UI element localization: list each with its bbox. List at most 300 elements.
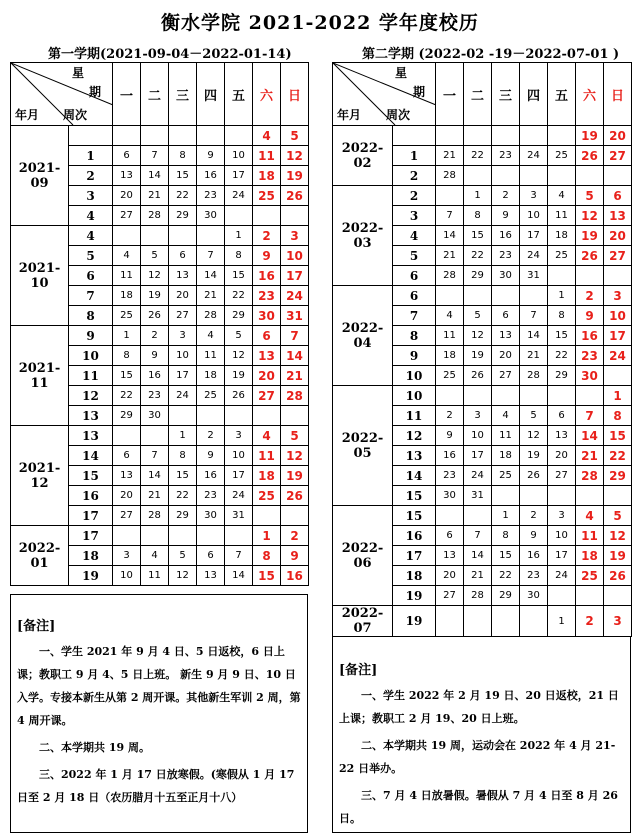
day-cell: 11 <box>113 266 141 286</box>
table-row <box>333 506 632 526</box>
day-cell: 6 <box>169 246 197 266</box>
day-cell: 21 <box>141 186 169 206</box>
weekend-day: 22 <box>604 446 632 466</box>
day-cell: 18 <box>492 446 520 466</box>
day-cell: 16 <box>197 466 225 486</box>
day-cell: 25 <box>197 386 225 406</box>
week-number: 11 <box>393 406 436 426</box>
day-cell: 30 <box>197 506 225 526</box>
day-cell: 20 <box>548 446 576 466</box>
weekend-day: 7 <box>281 326 309 346</box>
day-cell: 5 <box>141 246 169 266</box>
day-cell: 24 <box>464 466 492 486</box>
day-cell <box>548 386 576 406</box>
weekday-header: 日 <box>604 63 632 126</box>
weekend-day <box>604 486 632 506</box>
day-cell <box>169 406 197 426</box>
week-number: 13 <box>393 446 436 466</box>
day-cell: 12 <box>520 426 548 446</box>
weekend-day: 11 <box>576 526 604 546</box>
day-cell <box>225 206 253 226</box>
day-cell: 15 <box>225 266 253 286</box>
weekend-day: 3 <box>281 226 309 246</box>
semester-1-notes <box>10 594 308 833</box>
weekend-day: 4 <box>253 126 281 146</box>
day-cell: 22 <box>225 286 253 306</box>
day-cell: 22 <box>169 186 197 206</box>
weekend-day: 23 <box>576 346 604 366</box>
day-cell: 27 <box>436 586 464 606</box>
weekend-day <box>604 366 632 386</box>
day-cell <box>141 526 169 546</box>
day-cell: 7 <box>436 206 464 226</box>
day-cell: 11 <box>141 566 169 586</box>
weekend-day: 6 <box>253 326 281 346</box>
weekend-day: 16 <box>253 266 281 286</box>
day-cell <box>225 406 253 426</box>
week-number: 8 <box>69 306 113 326</box>
weekend-day: 19 <box>576 226 604 246</box>
day-cell: 6 <box>548 406 576 426</box>
week-number: 15 <box>393 486 436 506</box>
weekend-day: 12 <box>604 526 632 546</box>
weekend-day <box>253 206 281 226</box>
day-cell <box>520 486 548 506</box>
weekend-day: 20 <box>604 126 632 146</box>
day-cell: 1 <box>113 326 141 346</box>
day-cell: 23 <box>197 486 225 506</box>
day-cell <box>520 606 548 637</box>
day-cell <box>169 226 197 246</box>
week-number: 12 <box>393 426 436 446</box>
weekend-day: 12 <box>281 446 309 466</box>
day-cell: 29 <box>225 306 253 326</box>
weekend-day: 5 <box>281 126 309 146</box>
table-row <box>333 606 632 637</box>
weekend-day: 9 <box>281 546 309 566</box>
weekend-day <box>576 166 604 186</box>
weekend-day: 27 <box>604 146 632 166</box>
day-cell: 9 <box>141 346 169 366</box>
day-cell: 7 <box>141 146 169 166</box>
week-number: 19 <box>393 586 436 606</box>
weekend-day: 17 <box>281 266 309 286</box>
weekend-day: 14 <box>576 426 604 446</box>
weekend-day: 16 <box>576 326 604 346</box>
day-cell: 1 <box>548 286 576 306</box>
day-cell: 7 <box>464 526 492 546</box>
weekend-day: 27 <box>604 246 632 266</box>
month-label: 2022-06 <box>333 506 393 606</box>
day-cell: 16 <box>520 546 548 566</box>
weekend-day: 27 <box>253 386 281 406</box>
day-cell <box>113 526 141 546</box>
day-cell: 9 <box>520 526 548 546</box>
month-label: 2021-09 <box>11 126 69 226</box>
table-row <box>11 226 309 246</box>
weekend-day: 21 <box>576 446 604 466</box>
day-cell: 29 <box>169 506 197 526</box>
day-cell: 29 <box>548 366 576 386</box>
day-cell: 10 <box>113 566 141 586</box>
day-cell <box>492 386 520 406</box>
week-number: 7 <box>69 286 113 306</box>
day-cell <box>141 126 169 146</box>
day-cell: 27 <box>113 506 141 526</box>
day-cell: 25 <box>436 366 464 386</box>
day-cell: 23 <box>492 246 520 266</box>
header-label-xing: 星 <box>395 66 408 80</box>
week-number: 15 <box>393 506 436 526</box>
week-number: 5 <box>69 246 113 266</box>
day-cell: 29 <box>464 266 492 286</box>
weekend-day <box>576 266 604 286</box>
day-cell <box>548 126 576 146</box>
weekend-day <box>604 266 632 286</box>
table-row <box>11 126 309 146</box>
day-cell: 15 <box>169 166 197 186</box>
weekend-day: 20 <box>604 226 632 246</box>
day-cell: 15 <box>169 466 197 486</box>
day-cell: 3 <box>113 546 141 566</box>
day-cell: 15 <box>464 226 492 246</box>
weekend-day: 8 <box>253 546 281 566</box>
weekend-day: 28 <box>281 386 309 406</box>
header-diagonal-cell <box>333 63 436 126</box>
weekend-day <box>576 386 604 406</box>
week-number: 6 <box>393 286 436 306</box>
weekend-day: 12 <box>281 146 309 166</box>
day-cell: 20 <box>492 346 520 366</box>
month-label: 2022-07 <box>333 606 393 637</box>
day-cell: 22 <box>113 386 141 406</box>
day-cell: 21 <box>520 346 548 366</box>
weekend-day <box>281 206 309 226</box>
week-number: 9 <box>393 346 436 366</box>
week-number: 4 <box>69 226 113 246</box>
week-number: 14 <box>69 446 113 466</box>
day-cell: 18 <box>436 346 464 366</box>
day-cell <box>548 166 576 186</box>
week-number: 18 <box>393 566 436 586</box>
day-cell <box>436 126 464 146</box>
day-cell: 9 <box>197 446 225 466</box>
day-cell: 27 <box>492 366 520 386</box>
weekend-day: 2 <box>253 226 281 246</box>
day-cell: 10 <box>225 446 253 466</box>
day-cell: 1 <box>548 606 576 637</box>
weekend-day: 11 <box>253 146 281 166</box>
day-cell <box>520 126 548 146</box>
day-cell: 16 <box>141 366 169 386</box>
day-cell: 19 <box>464 346 492 366</box>
day-cell: 7 <box>141 446 169 466</box>
week-number: 14 <box>393 466 436 486</box>
day-cell: 14 <box>197 266 225 286</box>
day-cell: 26 <box>464 366 492 386</box>
day-cell: 10 <box>464 426 492 446</box>
note-item: 二、本学期共 19 周。 <box>39 741 150 754</box>
day-cell: 19 <box>520 446 548 466</box>
week-number: 1 <box>69 146 113 166</box>
day-cell: 2 <box>492 186 520 206</box>
table-row <box>11 426 309 446</box>
day-cell: 24 <box>520 146 548 166</box>
weekend-day: 18 <box>253 466 281 486</box>
day-cell <box>169 526 197 546</box>
day-cell: 10 <box>169 346 197 366</box>
day-cell <box>169 126 197 146</box>
weekend-day: 1 <box>253 526 281 546</box>
day-cell: 17 <box>520 226 548 246</box>
day-cell: 21 <box>141 486 169 506</box>
day-cell: 26 <box>520 466 548 486</box>
table-row <box>333 286 632 306</box>
day-cell <box>464 126 492 146</box>
day-cell <box>141 226 169 246</box>
day-cell: 10 <box>225 146 253 166</box>
day-cell: 19 <box>141 286 169 306</box>
month-label: 2021-11 <box>11 326 69 426</box>
day-cell <box>492 606 520 637</box>
day-cell: 20 <box>436 566 464 586</box>
week-number: 10 <box>69 346 113 366</box>
week-number: 4 <box>393 226 436 246</box>
weekend-day: 30 <box>576 366 604 386</box>
day-cell: 23 <box>492 146 520 166</box>
day-cell <box>520 166 548 186</box>
weekend-day: 19 <box>576 126 604 146</box>
weekend-day: 23 <box>253 286 281 306</box>
day-cell: 13 <box>113 166 141 186</box>
day-cell: 3 <box>169 326 197 346</box>
weekend-day: 3 <box>604 286 632 306</box>
day-cell: 4 <box>492 406 520 426</box>
day-cell <box>436 506 464 526</box>
day-cell: 22 <box>464 246 492 266</box>
day-cell: 13 <box>492 326 520 346</box>
day-cell: 22 <box>548 346 576 366</box>
day-cell: 8 <box>169 146 197 166</box>
weekend-day <box>604 586 632 606</box>
weekend-day: 16 <box>281 566 309 586</box>
day-cell <box>141 426 169 446</box>
day-cell: 6 <box>113 446 141 466</box>
weekend-day: 5 <box>281 426 309 446</box>
month-label: 2022-01 <box>11 526 69 586</box>
day-cell: 3 <box>548 506 576 526</box>
semester-2-title: 第二学期 (2022-02 -19－2022-07-01 ) <box>362 47 620 62</box>
day-cell: 4 <box>141 546 169 566</box>
weekday-header: 五 <box>225 63 253 126</box>
day-cell: 22 <box>464 146 492 166</box>
day-cell <box>464 606 492 637</box>
day-cell: 2 <box>141 326 169 346</box>
day-cell: 29 <box>113 406 141 426</box>
week-number: 10 <box>393 366 436 386</box>
header-label-nianyue: 年月 <box>337 108 362 122</box>
day-cell: 22 <box>492 566 520 586</box>
day-cell: 19 <box>225 366 253 386</box>
day-cell: 1 <box>169 426 197 446</box>
day-cell <box>520 286 548 306</box>
week-number: 3 <box>69 186 113 206</box>
day-cell: 1 <box>492 506 520 526</box>
day-cell <box>520 386 548 406</box>
weekend-day: 4 <box>576 506 604 526</box>
day-cell: 25 <box>548 146 576 166</box>
day-cell: 27 <box>548 466 576 486</box>
diagonal-header <box>11 63 112 125</box>
day-cell: 18 <box>548 226 576 246</box>
week-number: 6 <box>69 266 113 286</box>
day-cell: 11 <box>492 426 520 446</box>
weekday-header: 五 <box>548 63 576 126</box>
header-label-xing: 星 <box>72 66 85 80</box>
weekend-day: 26 <box>576 246 604 266</box>
day-cell: 3 <box>225 426 253 446</box>
day-cell: 7 <box>225 546 253 566</box>
weekday-header: 六 <box>253 63 281 126</box>
weekend-day: 8 <box>604 406 632 426</box>
day-cell: 8 <box>492 526 520 546</box>
day-cell: 5 <box>169 546 197 566</box>
weekend-day: 19 <box>281 166 309 186</box>
day-cell: 6 <box>197 546 225 566</box>
day-cell <box>225 126 253 146</box>
weekend-day: 20 <box>253 366 281 386</box>
day-cell: 4 <box>113 246 141 266</box>
day-cell: 30 <box>197 206 225 226</box>
week-number: 8 <box>393 326 436 346</box>
weekend-day: 13 <box>604 206 632 226</box>
day-cell: 5 <box>520 406 548 426</box>
weekend-day: 30 <box>253 306 281 326</box>
day-cell <box>436 186 464 206</box>
day-cell: 26 <box>141 306 169 326</box>
day-cell: 28 <box>520 366 548 386</box>
weekend-day: 9 <box>576 306 604 326</box>
weekend-day: 18 <box>253 166 281 186</box>
day-cell <box>113 126 141 146</box>
weekend-day: 2 <box>281 526 309 546</box>
weekend-day <box>576 586 604 606</box>
day-cell: 21 <box>197 286 225 306</box>
day-cell: 13 <box>436 546 464 566</box>
week-number: 19 <box>69 566 113 586</box>
weekend-day: 9 <box>253 246 281 266</box>
day-cell: 13 <box>169 266 197 286</box>
day-cell: 8 <box>113 346 141 366</box>
day-cell: 12 <box>225 346 253 366</box>
day-cell: 8 <box>169 446 197 466</box>
day-cell: 11 <box>548 206 576 226</box>
day-cell: 23 <box>141 386 169 406</box>
weekend-day: 18 <box>576 546 604 566</box>
day-cell: 20 <box>113 486 141 506</box>
week-number: 17 <box>69 506 113 526</box>
semester-2-calendar <box>332 62 632 637</box>
day-cell: 16 <box>436 446 464 466</box>
day-cell: 13 <box>113 466 141 486</box>
weekend-day: 10 <box>281 246 309 266</box>
weekday-header: 三 <box>169 63 197 126</box>
weekend-day: 11 <box>253 446 281 466</box>
weekend-day: 26 <box>281 186 309 206</box>
day-cell: 31 <box>464 486 492 506</box>
day-cell: 12 <box>464 326 492 346</box>
day-cell: 2 <box>436 406 464 426</box>
weekday-header: 四 <box>197 63 225 126</box>
weekday-header: 一 <box>113 63 141 126</box>
weekend-day: 24 <box>604 346 632 366</box>
day-cell: 6 <box>436 526 464 546</box>
week-number: 13 <box>69 426 113 446</box>
day-cell: 3 <box>464 406 492 426</box>
day-cell: 17 <box>225 166 253 186</box>
day-cell: 2 <box>520 506 548 526</box>
weekend-day: 3 <box>604 606 632 637</box>
day-cell: 3 <box>520 186 548 206</box>
day-cell: 31 <box>225 506 253 526</box>
header-label-qi: 期 <box>89 85 102 99</box>
day-cell: 24 <box>169 386 197 406</box>
header-label-qi: 期 <box>413 85 426 99</box>
month-label: 2021-12 <box>11 426 69 526</box>
week-number: 11 <box>69 366 113 386</box>
day-cell: 20 <box>113 186 141 206</box>
day-cell <box>464 286 492 306</box>
weekend-day <box>281 506 309 526</box>
day-cell <box>197 226 225 246</box>
table-row <box>333 126 632 146</box>
header-label-zhouci: 周次 <box>63 108 88 122</box>
day-cell <box>436 606 464 637</box>
day-cell: 25 <box>548 246 576 266</box>
weekend-day: 15 <box>604 426 632 446</box>
day-cell: 14 <box>436 226 464 246</box>
day-cell: 15 <box>492 546 520 566</box>
table-row <box>333 186 632 206</box>
day-cell: 7 <box>520 306 548 326</box>
day-cell: 15 <box>113 366 141 386</box>
day-cell: 30 <box>436 486 464 506</box>
day-cell: 29 <box>169 206 197 226</box>
month-label: 2022-03 <box>333 186 393 286</box>
day-cell: 21 <box>436 246 464 266</box>
day-cell: 23 <box>197 186 225 206</box>
week-number: 16 <box>393 526 436 546</box>
week-number: 1 <box>393 146 436 166</box>
semester-1-title: 第一学期(2021-09-04－2022-01-14) <box>48 47 292 62</box>
day-cell <box>464 386 492 406</box>
day-cell: 2 <box>197 426 225 446</box>
notes-heading: [备注] <box>339 663 378 678</box>
weekday-header: 二 <box>141 63 169 126</box>
day-cell: 24 <box>225 486 253 506</box>
day-cell: 9 <box>197 146 225 166</box>
semester-2-notes <box>332 636 631 833</box>
weekend-day: 29 <box>604 466 632 486</box>
day-cell <box>197 126 225 146</box>
day-cell: 27 <box>169 306 197 326</box>
day-cell: 8 <box>464 206 492 226</box>
week-number: 5 <box>393 246 436 266</box>
weekend-day: 19 <box>281 466 309 486</box>
day-cell: 14 <box>520 326 548 346</box>
day-cell: 7 <box>197 246 225 266</box>
day-cell <box>225 526 253 546</box>
